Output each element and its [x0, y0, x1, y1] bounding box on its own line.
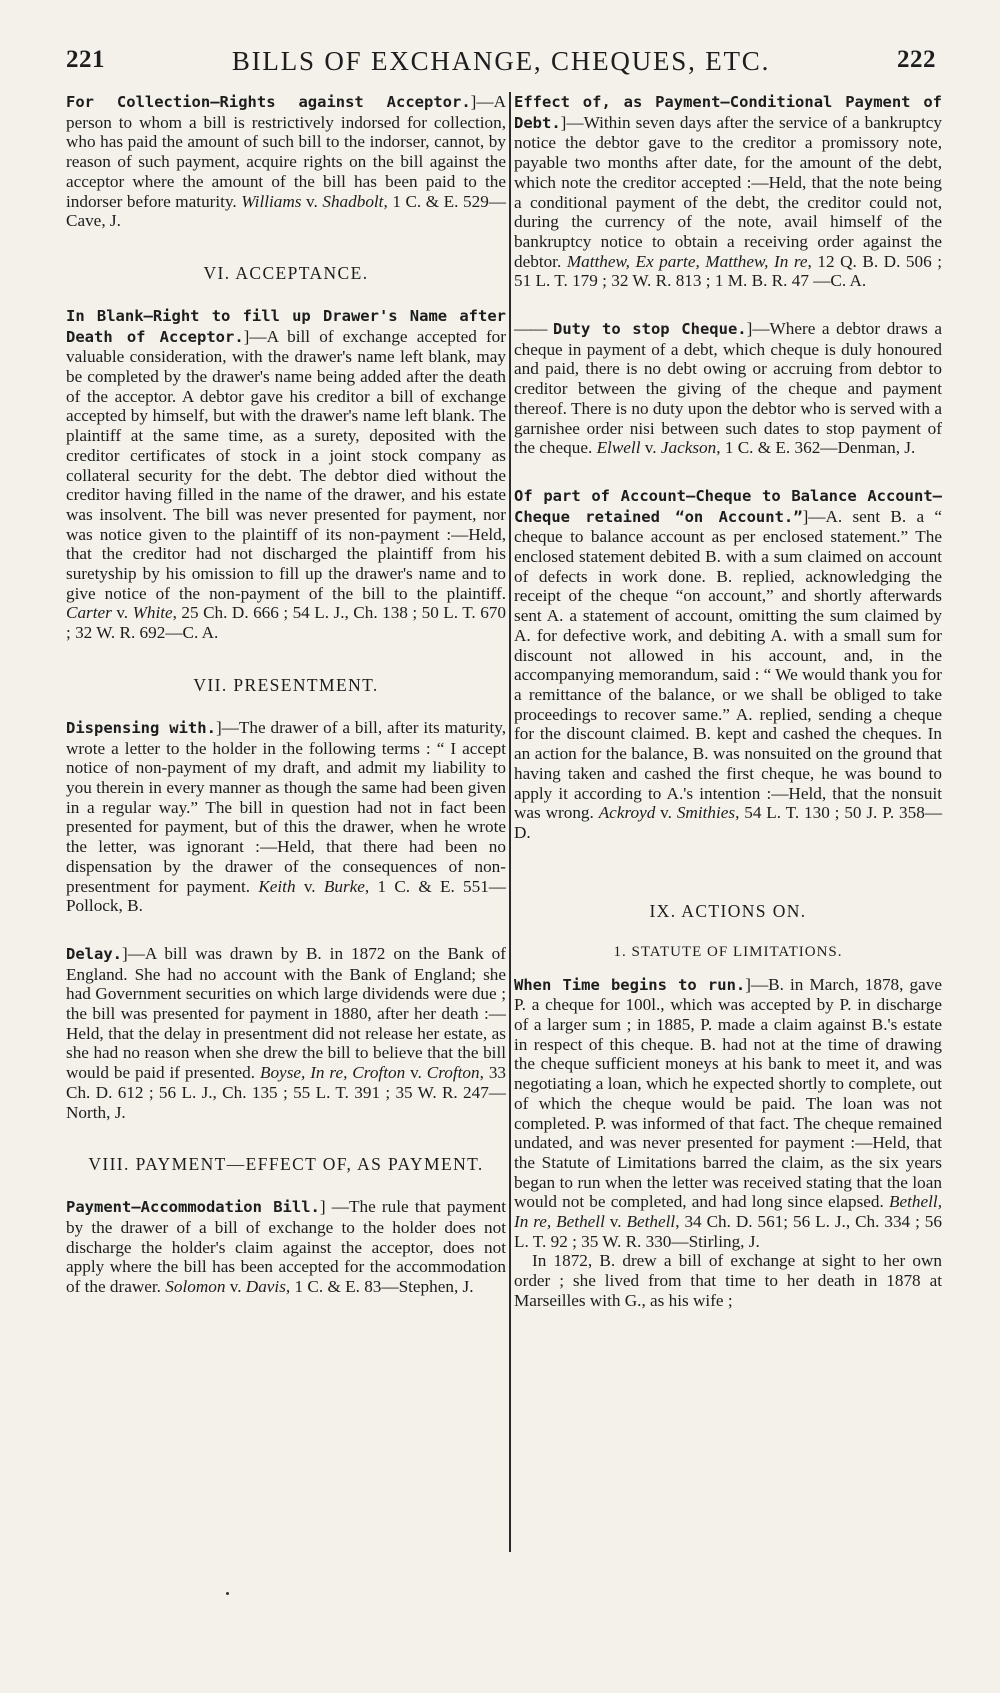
- right-column: [514, 92, 942, 1311]
- citation: , 33 Ch. D. 612 ; 56 L. J., Ch. 135 ; 55 L. T. 391 ; 35 W. R. 247—North, J.: [66, 1063, 507, 1122]
- case-name: Davis: [245, 1277, 286, 1297]
- case-name: Jackson: [660, 438, 717, 458]
- entry-heading: When Time begins to run.: [514, 975, 746, 994]
- case-name: Shadbolt: [322, 191, 384, 211]
- entry-delay: [66, 944, 506, 1122]
- case-name: Bethell, In re, Bethell: [514, 1192, 942, 1232]
- citation: , 1 C. & E. 529—Cave, J.: [66, 191, 506, 231]
- entry-heading: Payment—Accommodation Bill.: [66, 1198, 320, 1217]
- versus: v.: [640, 438, 661, 458]
- case-name: Solomon: [165, 1277, 226, 1297]
- entry-body: ]—Where a debtor draws a cheque in payment of a debt, which cheque is duly honoured and paid, there is no debt owing or accruing from debtor to creditor between the giving of the cheque and payment thereof. There is no duty upon the debtor who is served with a garnishee order nisi between such dates to stop payment of the cheque.: [514, 319, 943, 458]
- entry-in-blank: [66, 306, 506, 643]
- case-name: Williams: [241, 191, 302, 211]
- entry-body: ]—A bill was drawn by B. in 1872 on the Bank of England. She had no account with the Bank of England; she had Government securities on which large dividends were due ; the bill was presented for payment in 1880, after her death :—Held, that the delay in presentment did not release her estate, as she had no reason when she drew the bill to believe that the bill would be paid if presented.: [66, 943, 506, 1083]
- entry-heading: Duty to stop Cheque.: [553, 320, 747, 339]
- case-name: Crofton: [426, 1063, 480, 1083]
- entry-body: ]—A bill of exchange accepted for valuable consideration, with the drawer's name left blank, may be completed by the drawer's name being added after the death of the acceptor. A debtor gave his creditor a bill of exchange accepted by himself, but with the drawer's name left blank. The plaintiff at the same time, as a surety, deposited with the creditor certificates of stock in a joint stock company as collateral security for the debt. The debtor died without the creditor having filled in the name of the drawer, and his estate was insolvent. The bill was never presented for payment, nor was notice given to the plaintiff of its non-payment :—Held, that the creditor had not discharged the plaintiff from his suretyship by his omission to fill up the drawer's name and to give notice of the non-payment of the bill to the plaintiff.: [66, 326, 506, 603]
- section-heading-acceptance: VI. ACCEPTANCE.: [203, 262, 369, 283]
- running-header: [66, 46, 936, 86]
- versus: v.: [111, 603, 133, 623]
- versus: v.: [301, 191, 323, 211]
- section-heading-presentment: VII. PRESENTMENT.: [193, 674, 379, 695]
- entry-body: ]—A person to whom a bill is restrictively indorsed for collection, who has paid the amount of such bill to the indorser, cannot, by reason of such payment, acquire rights on the bill against the acceptor where the amount of the bill has been paid to the indorser before maturity.: [66, 92, 506, 211]
- entry-heading: For Collection—Rights against Acceptor.: [66, 93, 471, 111]
- entry-heading: Delay.: [66, 944, 122, 963]
- case-name: Ackroyd: [598, 803, 656, 823]
- versus: v.: [655, 803, 677, 823]
- case-name: White: [132, 603, 173, 623]
- section-heading-actions: IX. ACTIONS ON.: [649, 900, 807, 921]
- entry-heading: In Blank—Right to fill up Drawer's Name after Death of Acceptor.: [66, 306, 506, 346]
- entry-continuation: In 1872, B. drew a bill of exchange at sight to her own order ; she lived from that time to her death in 1878 at Marseilles with G., as his wife ;: [514, 1251, 942, 1310]
- versus: v.: [604, 1212, 627, 1232]
- entry-body: ]—B. in March, 1878, gave P. a cheque for 100l., which was accepted by P. in discharge of a larger sum ; in 1885, P. made a claim against B.'s estate in respect of this cheque. B. had not at the time of drawing the cheque sufficient moneys at his bank to meet it, and was negotiating a loan, which he expected shortly to complete, out of which the cheque would be paid. The loan was not completed. P. was informed of that fact. The cheque remained undated, and was never presented for payment :—Held, that the Statute of Limitations barred the claim, as the six years began to run when the letter was received stating that the loan would not be completed, and had long since elapsed.: [514, 974, 942, 1212]
- citation: , 25 Ch. D. 666 ; 54 L. J., Ch. 138 ; 50 L. T. 670 ; 32 W. R. 692—C. A.: [66, 603, 506, 643]
- case-name: Burke: [323, 876, 365, 896]
- left-page-number: 221: [66, 46, 105, 73]
- versus: v.: [295, 876, 324, 896]
- entry-body: ] —The rule that payment by the drawer of a bill of exchange to the holder does not discharge the holder's claim against the acceptor, does not apply where the bill has been accepted for the accommodation of the drawer.: [66, 1197, 506, 1297]
- case-name: Keith: [258, 876, 296, 896]
- versus: v.: [405, 1063, 427, 1083]
- left-column: [66, 92, 506, 1297]
- case-name: Elwell: [596, 438, 641, 458]
- entry-conditional-payment: [514, 92, 942, 291]
- entry-for-collection: [66, 92, 506, 231]
- entry-balance-account: [514, 486, 942, 843]
- entry-body: ]—A. sent B. a “ cheque to balance account as per enclosed statement.” The enclosed statement debited B. with a sum claimed on account of defects in work done. B. replied, acknowledging the receipt of the cheque “on account,” and shortly afterwards sent A. a statement of account, omitting the sum claimed by A. for defective work, and debiting A. with a small sum for discount not allowed in his account, and, in the accompanying memorandum, said : “ We would thank you for a remittance of the balance, or we shall be obliged to take proceedings to recover same.” A. replied, sending a cheque for the discount claimed. B. kept and cashed the cheques. In an action for the balance, B. was nonsuited on the ground that having taken and cashed the first cheque, he was bound to apply it according to A.'s intention :—Held, that the nonsuit was wrong.: [514, 506, 942, 823]
- entry-heading: Effect of, as Payment—Conditional Payment of Debt.: [514, 93, 942, 132]
- citation: , 34 Ch. D. 561; 56 L. J., Ch. 334 ; 56 L. T. 92 ; 35 W. R. 330—Stirling, J.: [514, 1212, 942, 1251]
- entry-time-begins-to-run: [514, 975, 942, 1252]
- subsection-heading-limitations: 1. STATUTE OF LIMITATIONS.: [613, 943, 843, 960]
- ditto-dash: ——: [514, 319, 547, 339]
- citation: , 12 Q. B. D. 506 ; 51 L. T. 179 ; 32 W. R. 813 ; 1 M. B. R. 47 —C. A.: [514, 251, 942, 291]
- case-name: Carter: [66, 603, 112, 623]
- entry-body: ]—Within seven days after the service of a bankruptcy notice the debtor gave to the creditor a promissory note, payable two months after date, for the amount of the debt, which note the creditor accepted :—Held, that the note being a conditional payment of the debt, the creditor could not, during the currency of the note, avail himself of the bankruptcy notice to obtain a receiving order against the debtor.: [514, 112, 942, 271]
- section-heading-payment: VIII. PAYMENT—EFFECT OF, AS PAYMENT.: [88, 1154, 484, 1175]
- case-name: Smithies: [676, 803, 736, 823]
- ink-speck: [226, 1592, 229, 1595]
- entry-accommodation-bill: [66, 1197, 506, 1297]
- citation: , 1 C. & E. 83—Stephen, J.: [285, 1277, 474, 1297]
- entry-body: ]—The drawer of a bill, after its maturity, wrote a letter to the holder in the following terms : “ I accept notice of non-payment of my draft, and admit my liability to you therein in every manner as though the same had been given in a regular way.” The bill in question had not in fact been presented for payment, but of this the drawer, when he wrote the letter, was ignorant :—Held, that there had been no dispensation by the drawer of the consequences of non-presentment for payment.: [66, 717, 507, 896]
- case-name: Bethell: [626, 1212, 676, 1232]
- citation: , 1 C. & E. 362—Denman, J.: [716, 438, 916, 458]
- entry-heading: Of part of Account—Cheque to Balance Account—Cheque retained “on Account.”: [514, 486, 942, 526]
- right-page-number: 222: [897, 46, 936, 73]
- case-name: Matthew, Ex parte, Matthew, In re: [566, 251, 808, 271]
- entry-heading: Dispensing with.: [66, 718, 216, 737]
- running-title: BILLS OF EXCHANGE, CHEQUES, ETC.: [231, 46, 771, 76]
- entry-dispensing-with: [66, 718, 506, 916]
- versus: v.: [225, 1277, 246, 1297]
- citation: , 54 L. T. 130 ; 50 J. P. 358—D.: [514, 803, 943, 842]
- citation: , 1 C. & E. 551—Pollock, B.: [66, 876, 506, 916]
- case-name: Boyse, In re, Crofton: [259, 1063, 406, 1083]
- entry-duty-to-stop-cheque: [514, 319, 942, 458]
- column-divider: [509, 92, 511, 1552]
